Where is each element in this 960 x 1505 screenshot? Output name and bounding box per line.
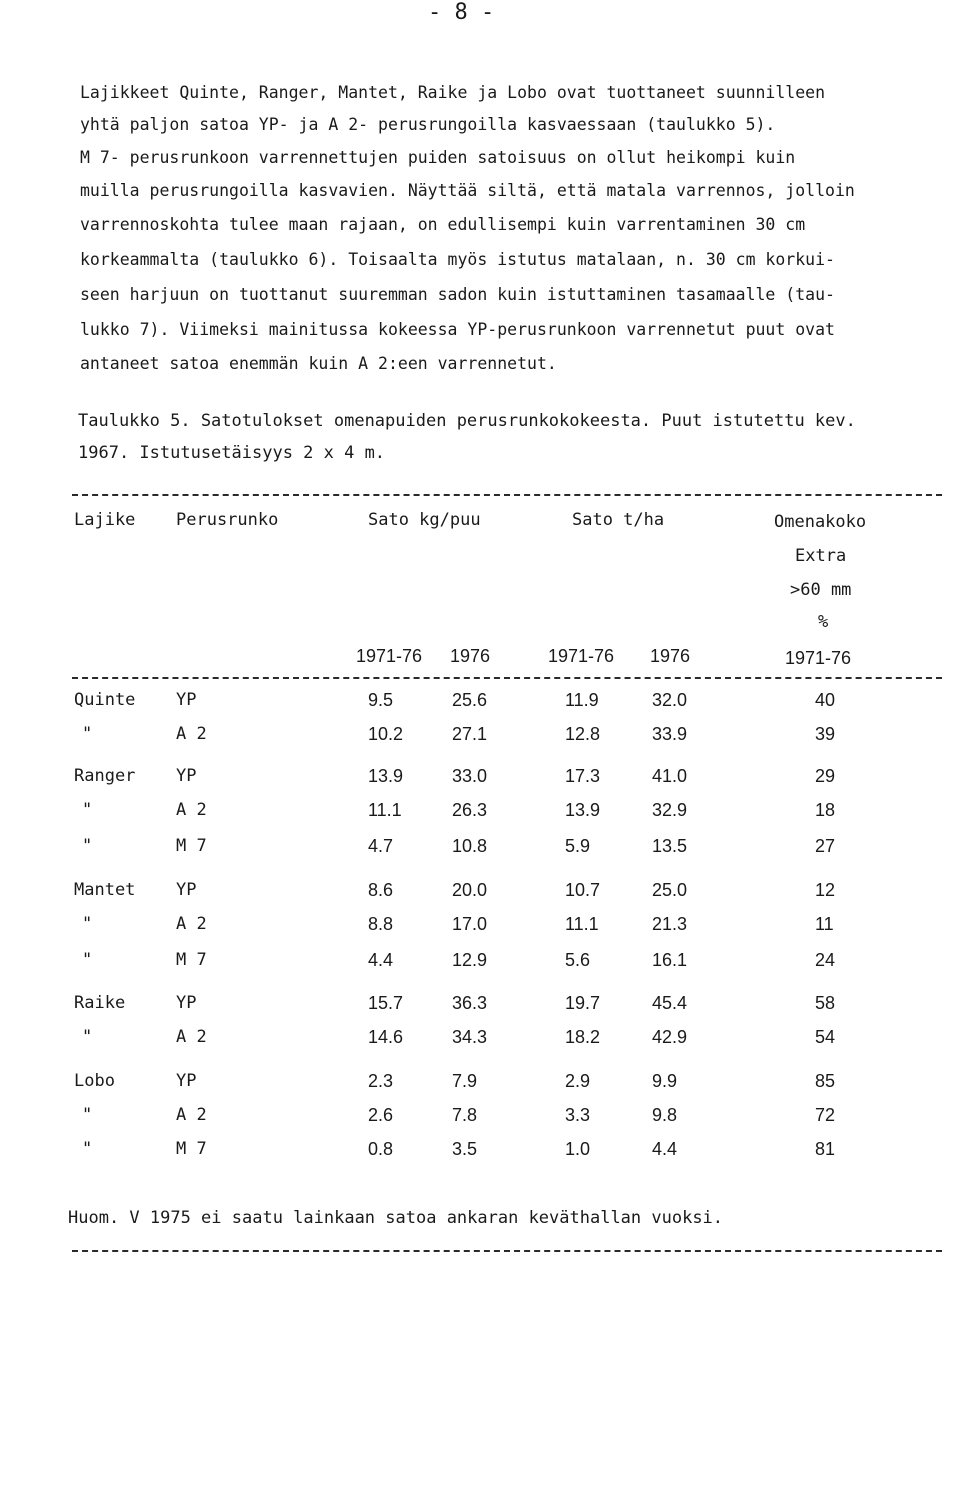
cell-lajike: ": [82, 800, 93, 820]
table-header-rule: [72, 677, 942, 679]
cell-perusrunko: M 7: [176, 1139, 207, 1159]
cell-perusrunko: YP: [176, 690, 197, 710]
paragraph-line: yhtä paljon satoa YP- ja A 2- perusrungoilla kasvaessaan (taulukko 5).: [80, 115, 776, 134]
cell-t-year: 16.1: [652, 950, 688, 970]
cell-perusrunko: YP: [176, 880, 197, 900]
caption-line: Taulukko 5. Satotulokset omenapuiden perusrunkokokeesta. Puut istutettu kev.: [78, 411, 856, 431]
cell-t-period: 10.7: [565, 880, 601, 900]
header-sato-kg: Sato kg/puu: [368, 510, 481, 530]
cell-kg-year: 7.8: [452, 1105, 478, 1125]
cell-lajike: Quinte: [74, 690, 136, 710]
cell-t-period: 12.8: [565, 724, 601, 744]
cell-kg-period: 9.5: [368, 690, 394, 710]
cell-perusrunko: YP: [176, 1071, 197, 1091]
paragraph-line: muilla perusrungoilla kasvavien. Näyttää siltä, että matala varrennos, jolloin: [80, 181, 855, 200]
cell-kg-period: 8.6: [368, 880, 394, 900]
cell-omenakoko: 24: [815, 950, 836, 970]
header-percent: %: [818, 612, 829, 632]
cell-omenakoko: 11: [815, 914, 834, 934]
cell-t-year: 25.0: [652, 880, 688, 900]
cell-t-period: 11.9: [565, 690, 599, 710]
cell-kg-period: 2.6: [368, 1105, 394, 1125]
cell-t-period: 5.6: [565, 950, 591, 970]
cell-kg-year: 33.0: [452, 766, 488, 786]
cell-lajike: ": [82, 836, 93, 856]
caption-line: 1967. Istutusetäisyys 2 x 4 m.: [78, 443, 386, 463]
cell-t-year: 13.5: [652, 836, 688, 856]
cell-t-year: 9.8: [652, 1105, 678, 1125]
cell-t-period: 19.7: [565, 993, 601, 1013]
cell-t-year: 33.9: [652, 724, 688, 744]
cell-lajike: ": [82, 724, 93, 744]
cell-t-period: 3.3: [565, 1105, 591, 1125]
cell-lajike: Raike: [74, 993, 126, 1013]
cell-t-year: 9.9: [652, 1071, 678, 1091]
header-size: >60 mm: [790, 580, 852, 600]
cell-omenakoko: 27: [815, 836, 836, 856]
cell-perusrunko: YP: [176, 993, 197, 1013]
cell-omenakoko: 72: [815, 1105, 836, 1125]
paragraph-line: korkeammalta (taulukko 6). Toisaalta myös istutus matalaan, n. 30 cm korkui-: [80, 250, 835, 269]
cell-kg-period: 13.9: [368, 766, 404, 786]
table-bottom-rule: [72, 1250, 942, 1252]
cell-omenakoko: 12: [815, 880, 836, 900]
cell-kg-period: 4.7: [368, 836, 394, 856]
cell-t-period: 5.9: [565, 836, 591, 856]
header-extra: Extra: [795, 546, 847, 566]
cell-omenakoko: 39: [815, 724, 836, 744]
cell-lajike: ": [82, 1105, 93, 1125]
cell-lajike: ": [82, 1139, 93, 1159]
cell-perusrunko: A 2: [176, 800, 207, 820]
header-sato-t: Sato t/ha: [572, 510, 665, 530]
footnote: Huom. V 1975 ei saatu lainkaan satoa ankaran keväthallan vuoksi.: [68, 1208, 724, 1228]
cell-t-year: 32.9: [652, 800, 688, 820]
cell-omenakoko: 85: [815, 1071, 836, 1091]
cell-lajike: ": [82, 914, 93, 934]
cell-kg-year: 34.3: [452, 1027, 488, 1047]
page-number: - 8 -: [428, 0, 495, 25]
header-kg-period: 1971-76: [356, 646, 423, 666]
table-top-rule: [72, 494, 942, 496]
cell-t-year: 32.0: [652, 690, 688, 710]
cell-t-year: 42.9: [652, 1027, 688, 1047]
header-perusrunko: Perusrunko: [176, 510, 279, 530]
cell-kg-year: 27.1: [452, 724, 488, 744]
cell-lajike: Lobo: [74, 1071, 115, 1091]
header-omenakoko: Omenakoko: [774, 512, 867, 532]
cell-kg-year: 36.3: [452, 993, 488, 1013]
cell-kg-period: 2.3: [368, 1071, 394, 1091]
header-kg-year: 1976: [450, 646, 491, 666]
cell-kg-period: 4.4: [368, 950, 394, 970]
cell-kg-period: 14.6: [368, 1027, 404, 1047]
header-omenakoko-period: 1971-76: [785, 648, 852, 668]
cell-kg-year: 20.0: [452, 880, 488, 900]
cell-kg-year: 17.0: [452, 914, 488, 934]
cell-kg-period: 10.2: [368, 724, 404, 744]
cell-perusrunko: A 2: [176, 914, 207, 934]
paragraph-line: antaneet satoa enemmän kuin A 2:een varrennetut.: [80, 354, 557, 373]
cell-lajike: ": [82, 950, 93, 970]
cell-perusrunko: M 7: [176, 836, 207, 856]
cell-t-period: 17.3: [565, 766, 601, 786]
cell-t-year: 45.4: [652, 993, 688, 1013]
cell-omenakoko: 54: [815, 1027, 836, 1047]
header-t-year: 1976: [650, 646, 691, 666]
cell-kg-period: 15.7: [368, 993, 404, 1013]
cell-perusrunko: M 7: [176, 950, 207, 970]
cell-t-period: 13.9: [565, 800, 601, 820]
cell-t-year: 41.0: [652, 766, 688, 786]
cell-omenakoko: 18: [815, 800, 836, 820]
cell-omenakoko: 29: [815, 766, 836, 786]
cell-kg-year: 25.6: [452, 690, 488, 710]
cell-perusrunko: YP: [176, 766, 197, 786]
cell-kg-year: 10.8: [452, 836, 488, 856]
cell-omenakoko: 40: [815, 690, 836, 710]
cell-kg-year: 3.5: [452, 1139, 478, 1159]
cell-t-period: 2.9: [565, 1071, 591, 1091]
cell-t-period: 11.1: [565, 914, 599, 934]
cell-kg-year: 26.3: [452, 800, 488, 820]
cell-t-period: 1.0: [565, 1139, 591, 1159]
cell-lajike: Ranger: [74, 766, 136, 786]
cell-t-year: 4.4: [652, 1139, 678, 1159]
cell-t-year: 21.3: [652, 914, 688, 934]
cell-kg-period: 11.1: [368, 800, 402, 820]
cell-perusrunko: A 2: [176, 1105, 207, 1125]
cell-omenakoko: 58: [815, 993, 836, 1013]
paragraph-line: Lajikkeet Quinte, Ranger, Mantet, Raike ja Lobo ovat tuottaneet suunnilleen: [80, 83, 826, 102]
cell-lajike: ": [82, 1027, 93, 1047]
paragraph-line: lukko 7). Viimeksi mainitussa kokeessa YP-perusrunkoon varrennetut puut ovat: [80, 320, 835, 339]
paragraph-line: varrennoskohta tulee maan rajaan, on edullisempi kuin varrentaminen 30 cm: [80, 215, 806, 234]
cell-kg-period: 0.8: [368, 1139, 394, 1159]
cell-omenakoko: 81: [815, 1139, 836, 1159]
cell-perusrunko: A 2: [176, 1027, 207, 1047]
paragraph-line: M 7- perusrunkoon varrennettujen puiden satoisuus on ollut heikompi kuin: [80, 148, 796, 167]
paragraph-line: seen harjuun on tuottanut suuremman sadon kuin istuttaminen tasamaalle (tau-: [80, 285, 835, 304]
header-t-period: 1971-76: [548, 646, 615, 666]
cell-lajike: Mantet: [74, 880, 136, 900]
cell-kg-year: 7.9: [452, 1071, 478, 1091]
cell-kg-period: 8.8: [368, 914, 394, 934]
header-lajike: Lajike: [74, 510, 136, 530]
cell-perusrunko: A 2: [176, 724, 207, 744]
cell-kg-year: 12.9: [452, 950, 488, 970]
cell-t-period: 18.2: [565, 1027, 601, 1047]
